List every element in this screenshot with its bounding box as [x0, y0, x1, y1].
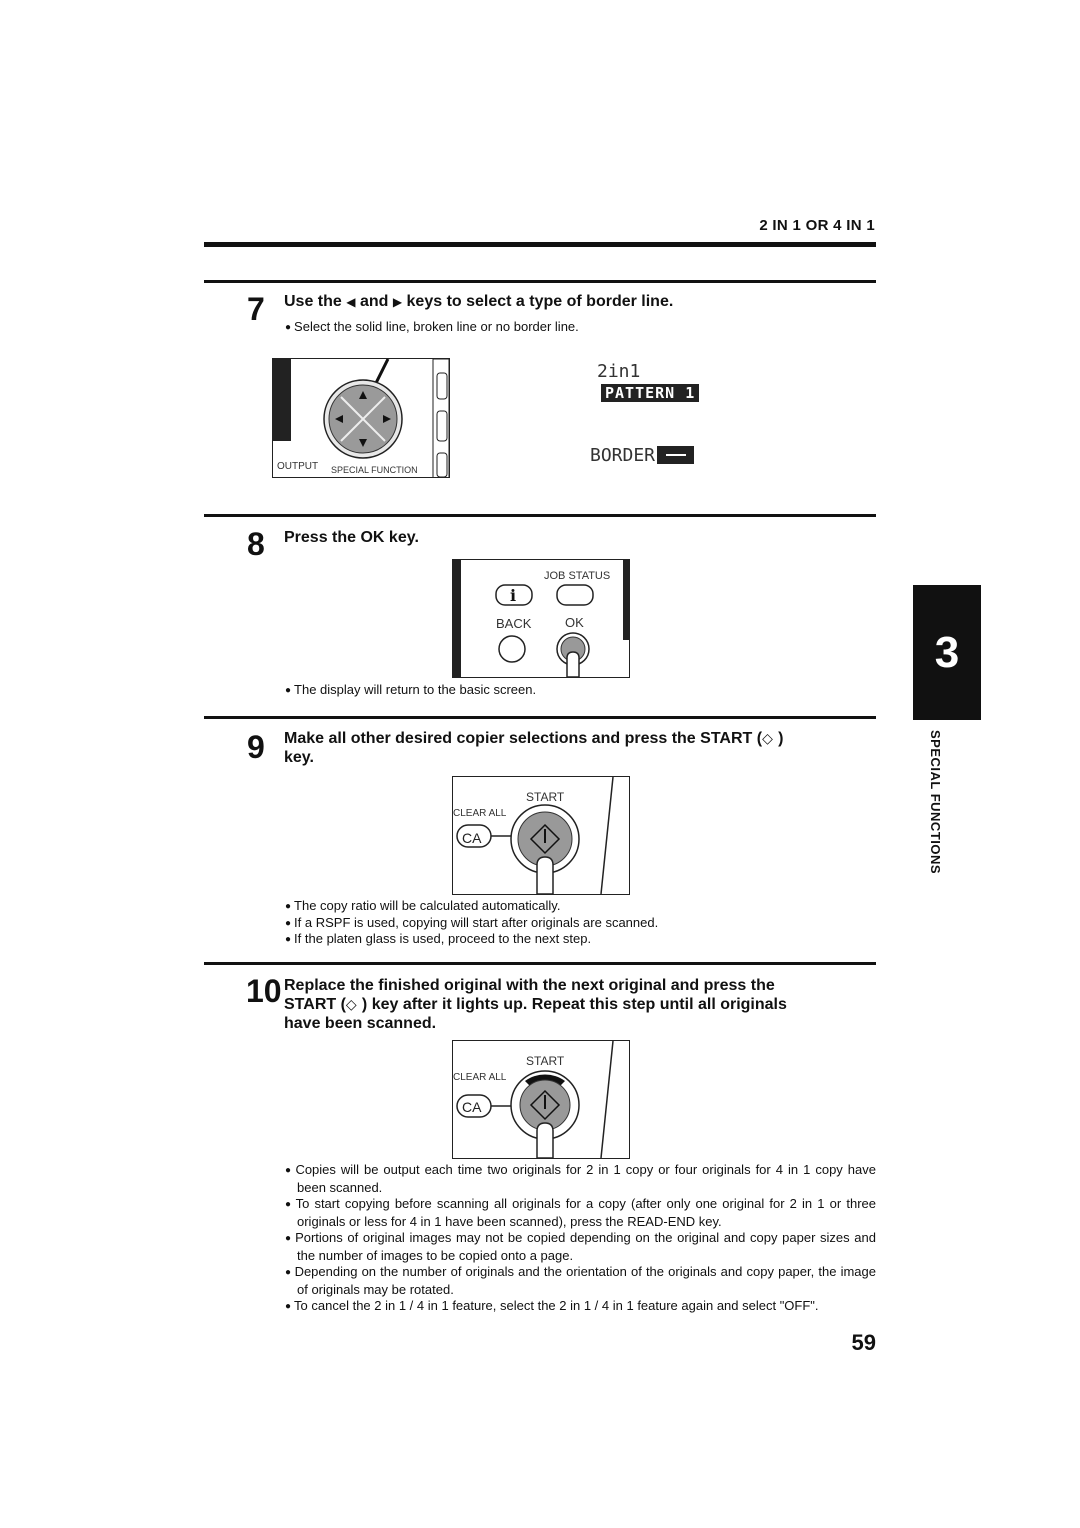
step-8-rule: [204, 514, 876, 517]
back-label: BACK: [496, 616, 532, 631]
step-9-title: Make all other desired copier selections and press the START (◇ ) key.: [284, 730, 784, 766]
chapter-tab: 3: [913, 585, 981, 720]
info-icon: i: [510, 586, 517, 605]
step-10-number: 10: [246, 973, 282, 1009]
step-7-bullet: ● Select the solid line, broken line or no border line.: [285, 319, 579, 337]
display-border: BORDER: [590, 445, 656, 466]
step-10-bullet-5: ● To cancel the 2 in 1 / 4 in 1 feature, select the 2 in 1 / 4 in 1 feature again and select "OFF".: [285, 1298, 876, 1316]
step-10-bullets: [285, 1162, 876, 1316]
section-title: 2 IN 1 OR 4 IN 1: [759, 217, 875, 234]
ok-key-panel-figure: [452, 559, 630, 678]
step-9-bullet-2: ● If a RSPF is used, copying will start after originals are scanned.: [285, 915, 658, 933]
step-7-title: Use the ◀ and ▶ keys to select a type of border line.: [284, 293, 674, 310]
step-10-bullet-4: ● Depending on the number of originals and the orientation of the originals and copy paper, the image of originals may be rotated.: [285, 1264, 876, 1298]
border-solid-line-icon: [657, 446, 694, 464]
header-rule: [204, 242, 876, 247]
ca-label: CA: [462, 1099, 482, 1115]
step-8-title: Press the OK key.: [284, 529, 419, 546]
step-8-bullet: ● The display will return to the basic screen.: [285, 682, 536, 700]
display-line-2in1: 2in1: [597, 361, 641, 382]
step-8-number: 8: [247, 526, 265, 562]
start-key-panel-figure: [452, 776, 630, 895]
step-7-rule: [204, 280, 876, 283]
step-7-number: 7: [247, 291, 265, 327]
ok-label: OK: [565, 615, 584, 630]
clear-all-label: CLEAR ALL: [453, 808, 507, 819]
page-number: 59: [851, 1330, 876, 1355]
clear-all-label: CLEAR ALL: [453, 1072, 507, 1083]
ca-label: CA: [462, 830, 482, 846]
start-symbol-icon: ◇: [345, 996, 357, 1012]
left-arrow-icon: ◀: [346, 295, 356, 309]
start-label: START: [526, 1054, 565, 1068]
job-status-label: JOB STATUS: [544, 570, 611, 582]
step-10-bullet-3: ● Portions of original images may not be copied depending on the original and copy paper sizes and the number of images to be copied onto a page.: [285, 1230, 876, 1264]
step-9-rule: [204, 716, 876, 719]
arrow-keys-illustration: [273, 359, 449, 477]
start-key-lit-panel-figure: [452, 1040, 630, 1159]
output-label: OUTPUT: [277, 461, 319, 472]
start-label: START: [526, 790, 565, 804]
step-10-bullet-1: ● Copies will be output each time two originals for 2 in 1 copy or four originals for 4 in 1 copy have been scanned.: [285, 1162, 876, 1196]
special-function-label: SPECIAL FUNCTION: [331, 465, 418, 475]
start-symbol-icon: ◇: [762, 730, 773, 746]
chapter-side-label: SPECIAL FUNCTIONS: [928, 730, 943, 875]
step-9-number: 9: [247, 729, 265, 765]
step-10-title: Replace the finished original with the next original and press the START (◇ ) key after it lights up. Repeat this step until all originals have been scanned.: [284, 977, 787, 1032]
display-pattern: PATTERN 1: [601, 384, 699, 402]
right-arrow-icon: ▶: [392, 295, 403, 309]
step-10-rule: [204, 962, 876, 965]
step-9-bullet-3: ● If the platen glass is used, proceed to the next step.: [285, 931, 591, 949]
arrow-keys-panel-figure: [272, 358, 450, 478]
step-10-bullet-2: ● To start copying before scanning all originals for a copy (after only one original for 2 in 1 or three originals or less for 4 in 1 have been scanned), press the READ-END key.: [285, 1196, 876, 1230]
step-9-bullet-1: ● The copy ratio will be calculated automatically.: [285, 898, 560, 916]
